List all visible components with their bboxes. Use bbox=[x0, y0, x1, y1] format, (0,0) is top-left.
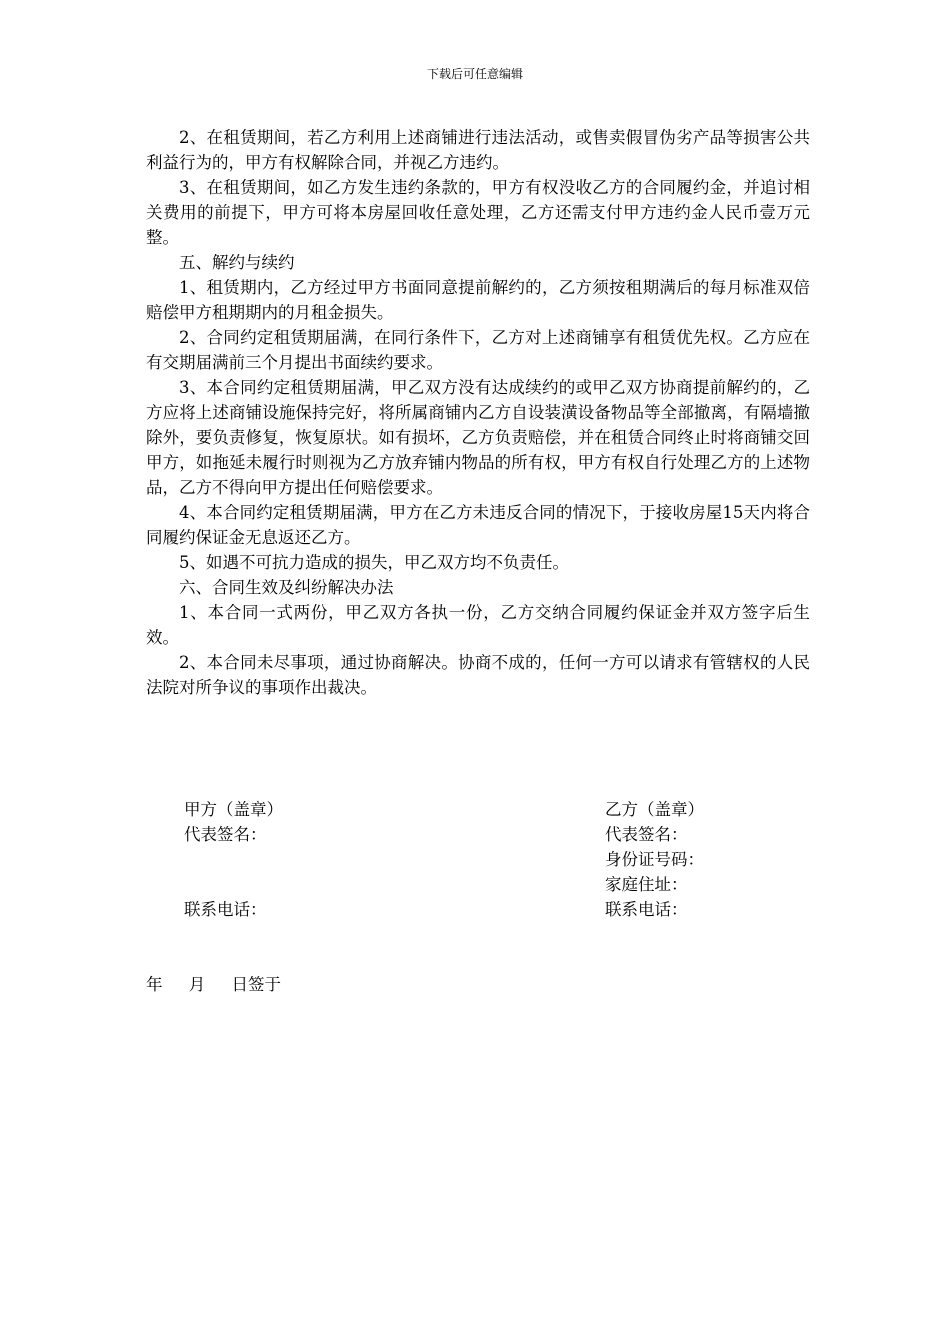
party-b-rep-label: 代表签名： bbox=[605, 825, 688, 844]
clause-4-3: 3、在租赁期间，如乙方发生违约条款的，甲方有权没收乙方的合同履约金，并追讨相关费用的前提下，甲方可将本房屋回收任意处理，乙方还需支付甲方违约金人民币壹万元整。 bbox=[146, 178, 810, 247]
clause-6-1: 1、本合同一式两份，甲乙双方各执一份，乙方交纳合同履约保证金并双方签字后生效。 bbox=[146, 603, 810, 647]
clause-4-2: 2、在租赁期间，若乙方利用上述商铺进行违法活动，或售卖假冒伪劣产品等损害公共利益行为的，甲方有权解除合同，并视乙方违约。 bbox=[146, 128, 810, 172]
clause-5-1: 1、租赁期内，乙方经过甲方书面同意提前解约的，乙方须按租期满后的每月标准双倍赔偿甲方租期期内的月租金损失。 bbox=[146, 278, 810, 322]
page-header-note: 下载后可任意编辑 bbox=[426, 67, 523, 81]
clause-5-3: 3、本合同约定租赁期届满，甲乙双方没有达成续约的或甲乙双方协商提前解约的，乙方应将上述商铺设施保持完好，将所属商铺内乙方自设装潢设备物品等全部撤离，有隔墙撤除外，要负责修复，恢复原状。如有损坏，乙方负责赔偿，并在租赁合同终止时将商铺交回甲方，如拖延未履行时则视为乙方放弃铺内物品的所有权，甲方有权自行处理乙方的上述物品，乙方不得向甲方提出任何赔偿要求。 bbox=[146, 378, 810, 497]
party-a-signature-block bbox=[184, 797, 283, 922]
party-b-address-label: 家庭住址： bbox=[605, 875, 688, 894]
signing-date-line: 年 月 日签于 bbox=[146, 975, 281, 994]
party-b-phone-label: 联系电话： bbox=[605, 900, 688, 919]
party-a-phone-label: 联系电话： bbox=[184, 900, 267, 919]
section-heading-5: 五、解约与续约 bbox=[179, 253, 295, 272]
party-b-seal-label: 乙方（盖章） bbox=[605, 800, 704, 819]
party-a-seal-label: 甲方（盖章） bbox=[184, 800, 283, 819]
party-b-id-label: 身份证号码： bbox=[605, 850, 704, 869]
clause-5-5: 5、如遇不可抗力造成的损失，甲乙双方均不负责任。 bbox=[179, 553, 569, 572]
party-b-signature-block bbox=[605, 797, 704, 922]
clause-6-2: 2、本合同未尽事项，通过协商解决。协商不成的，任何一方可以请求有管辖权的人民法院对所争议的事项作出裁决。 bbox=[146, 653, 810, 697]
clause-5-4: 4、本合同约定租赁期届满，甲方在乙方未违反合同的情况下，于接收房屋15天内将合同履约保证金无息返还乙方。 bbox=[146, 503, 810, 547]
contract-body bbox=[146, 125, 810, 700]
party-a-rep-label: 代表签名： bbox=[184, 825, 267, 844]
section-heading-6: 六、合同生效及纠纷解决办法 bbox=[179, 578, 394, 597]
clause-5-2: 2、合同约定租赁期届满，在同行条件下，乙方对上述商铺享有租赁优先权。乙方应在有交期届满前三个月提出书面续约要求。 bbox=[146, 328, 810, 372]
